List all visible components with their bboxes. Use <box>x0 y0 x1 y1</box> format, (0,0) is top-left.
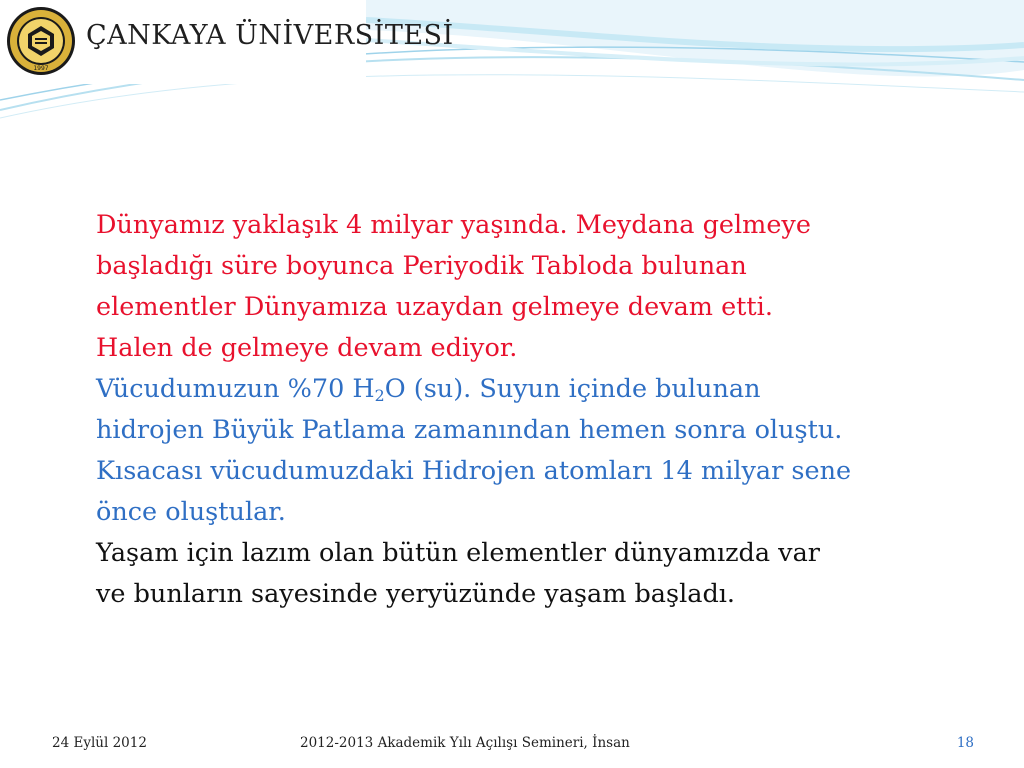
text-line: Yaşam için lazım olan bütün elementler dünyamızda var <box>96 538 820 568</box>
slide-footer <box>0 735 1024 755</box>
text-line: Halen de gelmeye devam ediyor. <box>96 333 518 363</box>
paragraph-earth-age <box>96 205 966 369</box>
footer-title: 2012-2013 Akademik Yılı Açılışı Semineri, İnsan <box>300 735 630 751</box>
text-segment: Vücudumuzun %70 H <box>96 374 375 404</box>
footer-date: 24 Eylül 2012 <box>52 735 147 751</box>
svg-text:1997: 1997 <box>33 65 49 72</box>
text-line-water-formula <box>96 369 966 410</box>
subscript-two: 2 <box>374 385 385 405</box>
paragraph-life-elements <box>96 533 966 615</box>
text-line: Kısacası vücudumuzdaki Hidrojen atomları 14 milyar sene <box>96 456 852 486</box>
text-line: ve bunların sayesinde yeryüzünde yaşam başladı. <box>96 579 736 609</box>
text-line: hidrojen Büyük Patlama zamanından hemen sonra oluştu. <box>96 415 843 445</box>
university-name: ÇANKAYA ÜNİVERSİTESİ <box>86 20 454 51</box>
text-line: elementler Dünyamıza uzaydan gelmeye devam etti. <box>96 292 773 322</box>
text-line: önce oluştular. <box>96 497 286 527</box>
text-line: Dünyamız yaklaşık 4 milyar yaşında. Meydana gelmeye <box>96 210 811 240</box>
slide-number: 18 <box>956 735 974 751</box>
slide-body-text <box>96 205 966 615</box>
header-logo-area <box>0 0 454 84</box>
text-line: başladığı süre boyunca Periyodik Tabloda bulunan <box>96 251 747 281</box>
paragraph-body-water <box>96 369 966 533</box>
university-seal-logo <box>6 6 76 76</box>
text-segment: O (su). Suyun içinde bulunan <box>384 374 761 404</box>
